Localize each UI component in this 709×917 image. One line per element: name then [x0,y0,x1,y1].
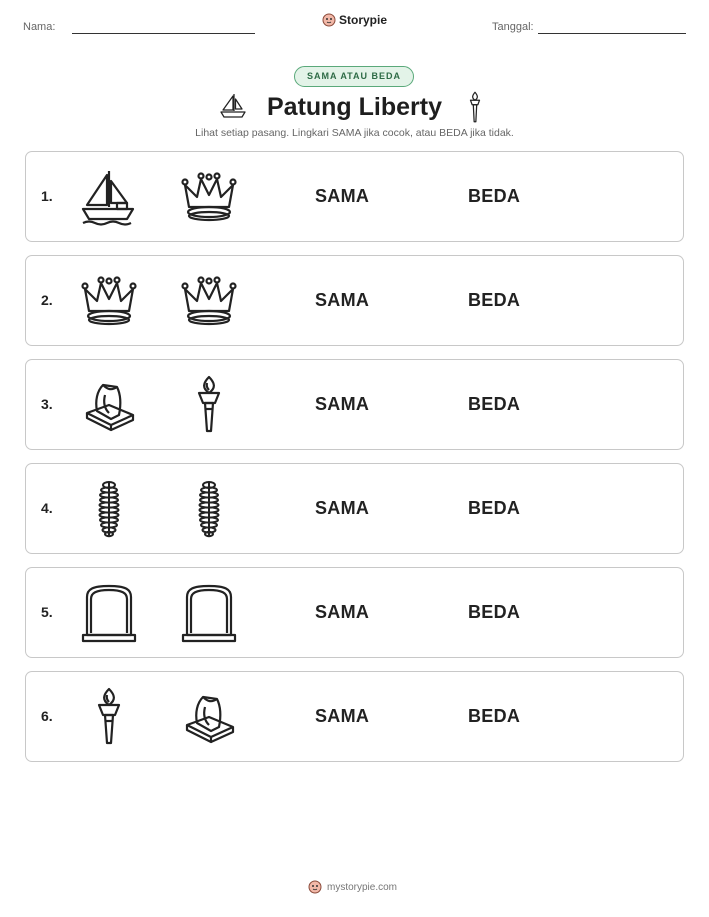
date-label: Tanggal: [492,21,534,33]
pedestal-icon [79,375,139,435]
question-row [25,671,684,762]
different-option[interactable]: BEDA [468,498,521,518]
question-number: 4. [41,500,53,516]
different-option[interactable]: BEDA [468,290,521,310]
sailboat-icon [79,167,139,227]
torch-icon [179,375,239,435]
same-option[interactable]: SAMA [315,706,370,726]
different-option[interactable]: BEDA [468,394,521,414]
page-title: Patung Liberty [266,93,442,121]
footer [308,880,397,894]
question-number: 6. [41,708,53,724]
pedestal-icon [179,687,239,747]
tablet-icon [79,583,139,643]
question-row [25,359,684,450]
activity-badge: SAMA ATAU BEDA [294,66,414,87]
question-row [25,151,684,242]
different-option[interactable]: BEDA [468,186,521,206]
torch-icon [79,687,139,747]
date-line[interactable] [538,33,686,34]
question-number: 1. [41,188,53,204]
same-option[interactable]: SAMA [315,498,370,518]
same-option[interactable]: SAMA [315,186,370,206]
question-number: 5. [41,604,53,620]
spine-icon [179,479,239,539]
footer-url[interactable]: mystorypie.com [327,881,398,893]
question-row [25,567,684,658]
crown-icon [179,271,239,331]
question-row [25,463,684,554]
spine-icon [79,479,139,539]
question-number: 3. [41,396,53,412]
question-row [25,255,684,346]
brand-logo [322,13,387,27]
brand-name: Storypie [339,13,388,27]
different-option[interactable]: BEDA [468,602,521,622]
same-option[interactable]: SAMA [315,394,370,414]
torch-icon [466,90,484,124]
storypie-mascot-icon [308,880,322,894]
tablet-icon [179,583,239,643]
name-label: Nama: [23,21,56,33]
crown-icon [179,167,239,227]
same-option[interactable]: SAMA [315,290,370,310]
crown-icon [79,271,139,331]
name-line[interactable] [72,33,255,34]
different-option[interactable]: BEDA [468,706,521,726]
question-number: 2. [41,292,53,308]
instructions: Lihat setiap pasang. Lingkari SAMA jika cocok, atau BEDA jika tidak. [195,127,514,139]
storypie-mascot-icon [322,13,336,27]
same-option[interactable]: SAMA [315,602,370,622]
